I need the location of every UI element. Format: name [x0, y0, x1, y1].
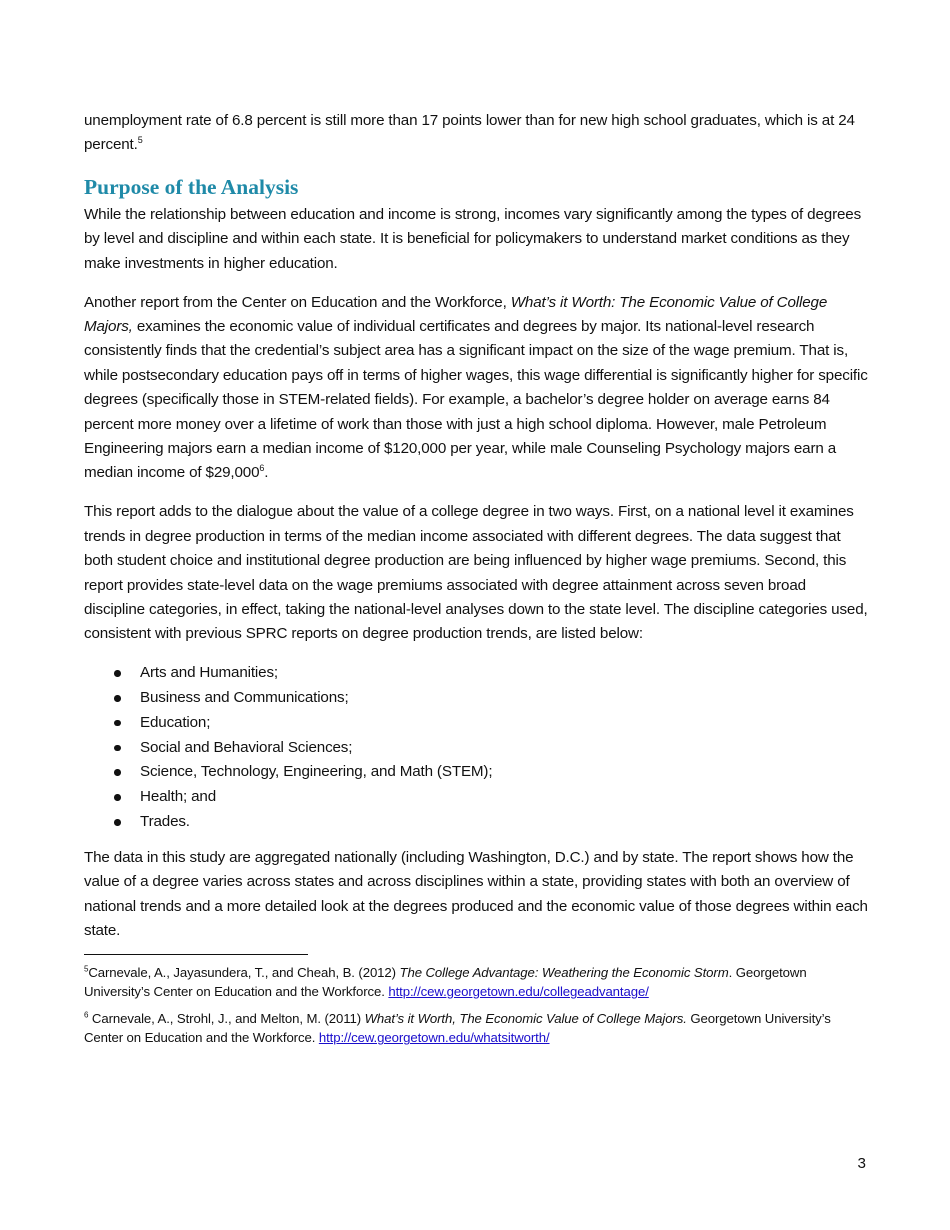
section-heading: Purpose of the Analysis	[84, 174, 299, 199]
paragraph-3: This report adds to the dialogue about the value of a college degree in two ways. First, on a national level it examines trends in degree production in terms of the median income associated with different degrees. The data suggest that both student choice and institutional degree production are being influenced by higher wage premiums. Second, this report provides state-level data on the wage premiums associated with degree attainment across seven broad discipline categories, in effect, taking the national-level analyses down to the state level. The discipline categories used, consistent with previous SPRC reports on degree production trends, are listed below:	[84, 503, 868, 643]
footnote-title: The College Advantage: Weathering the Economic Storm	[399, 965, 729, 981]
list-item	[84, 686, 868, 711]
list-item-label: Business and Communications;	[140, 689, 349, 707]
list-item-label: Science, Technology, Engineering, and Math (STEM);	[140, 763, 493, 781]
list-item-label: Arts and Humanities;	[140, 664, 278, 682]
list-item	[84, 810, 868, 835]
bullet-icon	[114, 720, 121, 727]
discipline-list	[84, 661, 868, 835]
footnote-5	[84, 963, 868, 1001]
document-page	[84, 109, 868, 1055]
intro-paragraph	[84, 109, 868, 158]
list-item-label: Health; and	[140, 788, 217, 806]
footnote-authors: Carnevale, A., Jayasundera, T., and Cheah, B. (2012)	[88, 965, 400, 981]
footnote-authors: Carnevale, A., Strohl, J., and Melton, M. (2011)	[88, 1011, 365, 1027]
list-item	[84, 711, 868, 736]
footnote-link[interactable]: http://cew.georgetown.edu/whatsitworth/	[318, 1030, 550, 1046]
footnote-divider	[84, 954, 308, 955]
list-item	[84, 785, 868, 810]
bullet-icon	[114, 819, 121, 826]
paragraph-1: While the relationship between education and income is strong, incomes vary significantly among the types of degrees by level and discipline and within each state. It is beneficial for policymakers to understand market conditions as they make investments in higher education.	[84, 205, 862, 272]
list-item-label: Trades.	[140, 813, 190, 830]
paragraph-2	[84, 291, 868, 486]
paragraph-2-lead: Another report from the Center on Education and the Workforce,	[84, 293, 511, 311]
list-item	[84, 661, 868, 686]
page-number: 3	[857, 1155, 866, 1172]
bullet-icon	[114, 695, 121, 702]
bullet-icon	[114, 670, 121, 677]
report-title-italic: What’s it Worth: The Economic Value of College Majors,	[84, 293, 828, 335]
footnote-number: 5	[84, 965, 89, 975]
list-item-label: Social and Behavioral Sciences;	[140, 738, 353, 756]
list-item-label: Education;	[140, 713, 211, 731]
footnote-ref-5[interactable]: 5	[137, 135, 143, 146]
bullet-icon	[114, 794, 121, 801]
paragraph-4: The data in this study are aggregated nationally (including Washington, D.C.) and by state. The report shows how the value of a degree varies across states and across disciplines within a state, providing states with both an overview of national trends and a more detailed look at the degrees produced and the economic value of those degrees within each state.	[84, 848, 868, 940]
paragraph-2-body: examines the economic value of individual certificates and degrees by major. Its national-level research consistently finds that the credential’s subject area has a significant impact on the size of the wage premium. That is, while postsecondary education pays off in terms of higher wages, this wage differential is significantly higher for specific degrees (specifically those in STEM-related fields). For example, a bachelor’s degree holder on average earns 84 percent more money over a lifetime of work than those with just a high school diploma. However, male Petroleum Engineering majors earn a median income of $120,000 per year, while male Counseling Psychology majors earn a median income of $29,000	[84, 317, 868, 482]
footnote-source: . Georgetown University’s Center on Education and the Workforce.	[84, 965, 807, 1000]
footnote-source: Georgetown University’s Center on Education and the Workforce.	[84, 1011, 831, 1046]
footnote-title: What’s it Worth, The Economic Value of College Majors.	[364, 1011, 687, 1027]
bullet-icon	[114, 745, 121, 752]
bullet-icon	[114, 769, 121, 776]
footnote-link[interactable]: http://cew.georgetown.edu/collegeadvantage/	[388, 984, 649, 1000]
footnote-ref-6[interactable]: 6	[259, 463, 265, 474]
list-item	[84, 760, 868, 785]
intro-text: unemployment rate of 6.8 percent is still more than 17 points lower than for new high school graduates, which is at 24 percent.	[84, 112, 855, 154]
footnote-number: 6	[84, 1011, 89, 1021]
list-item	[84, 736, 868, 761]
paragraph-2-end: .	[264, 464, 269, 482]
footnote-6	[84, 1009, 868, 1047]
